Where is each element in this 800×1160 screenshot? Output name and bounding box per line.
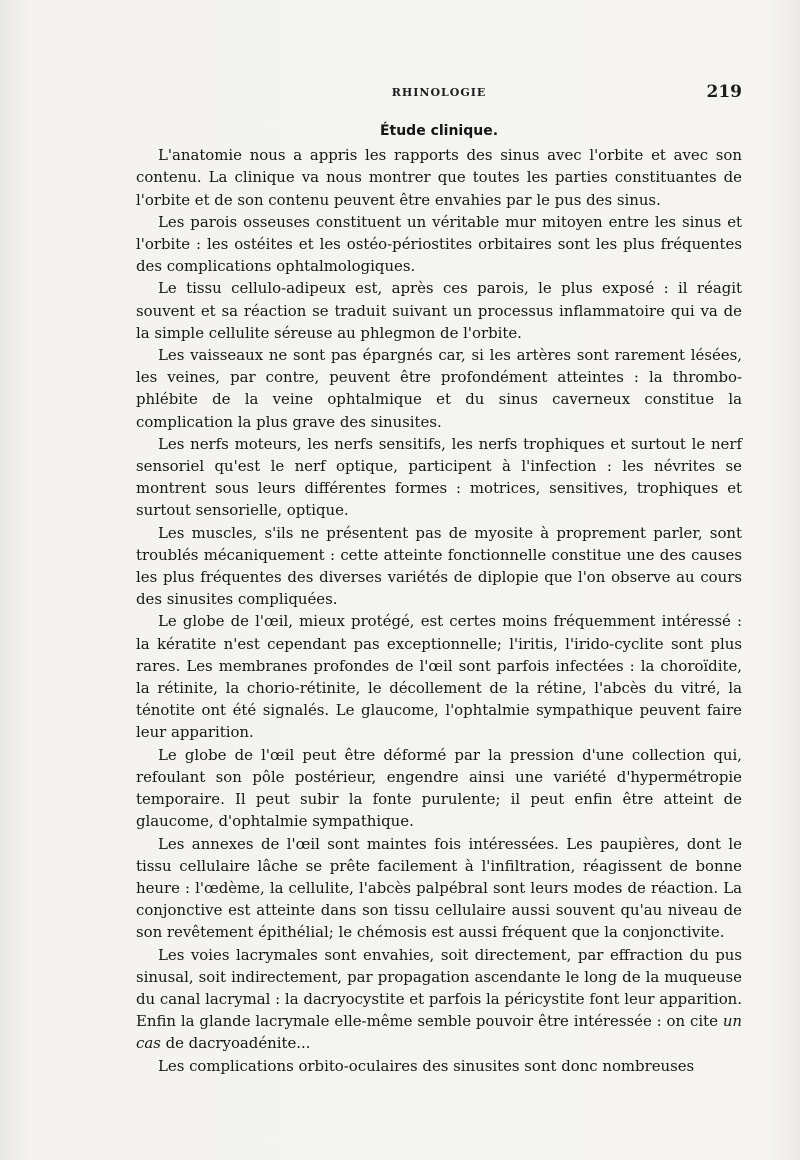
paragraph-globe-protege: Le globe de l'œil, mieux protégé, est certes moins fréquemment intéressé : la kératite n'est cependant pas exceptionnelle; l'iritis, l'irido-cyclite sont plus rares. Les membranes profondes de l'œil sont parfois infectées : la choroïdite, la rétinite, la chorio-rétinite, le décollement de la rétine, l'abcès du vitré, la ténotite ont été signalés. Le glaucome, l'ophtalmie sympathique peuvent faire leur apparition. — [136, 612, 742, 742]
body-text — [136, 120, 742, 1077]
italic-un-cas: un cas — [136, 1012, 742, 1053]
paragraph-parois: Les parois osseuses constituent un véritable mur mitoyen entre les sinus et l'orbite : les ostéites et les ostéo-périostites orbitaires sont les plus fréquentes des complications ophtalmologiques. — [136, 212, 742, 276]
paragraph-globe-deforme: Le globe de l'œil peut être déformé par la pression d'une collection qui, refoulant son pôle postérieur, engendre ainsi une variété d'hypermétropie temporaire. Il peut subir la fonte purulente; il peut enfin être atteint de glaucome, d'ophtalmie sympathique. — [136, 745, 742, 831]
paragraph-tissu: Le tissu cellulo-adipeux est, après ces parois, le plus exposé : il réagit souvent et sa réaction se traduit suivant un processus inflammatoire qui va de la simple cellulite séreuse au phlegmon de l'orbite. — [136, 279, 742, 342]
paragraph-vaisseaux: Les vaisseaux ne sont pas épargnés car, si les artères sont rarement lésées, les veines, par contre, peuvent être profondément atteintes : la thrombo-phlébite de la veine ophtalmique et du sinus caverneux constitue la complication la plus grave des sinusites. — [136, 346, 742, 431]
running-title: RHINOLOGIE — [391, 86, 487, 99]
paragraph-muscles: Les muscles, s'ils ne présentent pas de myosite à proprement parler, sont troublés mécaniquement : cette atteinte fonctionnelle constitue une des causes les plus fréquentes des diverses variétés de diplopie que l'on observe au cours des sinusites compliquées. — [136, 523, 742, 609]
section-heading: Étude clinique. — [379, 123, 499, 139]
paragraph-annexes: Les annexes de l'œil sont maintes fois intéressées. Les paupières, dont le tissu cellulaire lâche se prête facilement à l'infiltration, réagissent de bonne heure : l'œdème, la cellulite, l'abcès palpébral sont leurs modes de réaction. La conjonctive est atteinte dans son tissu cellulaire aussi souvent qu'au niveau de son revêtement épithélial; le chémosis est aussi fréquent que la conjonctivite. — [136, 834, 742, 942]
paragraph-voies-lacrymales-text: Les voies lacrymales sont envahies, soit directement, par effraction du pus sinusal, soit indirectement, par propagation ascendante le long de la muqueuse du canal lacrymal : la dacryocystite et parfois la péricystite font leur apparition. Enfin la glande lacrymale elle-même semble pouvoir être intéressée : on cite — [136, 945, 742, 1031]
paragraph-voies-lacrymales-tail: de dacryoadénite... — [160, 1034, 311, 1053]
paragraph-nerfs: Les nerfs moteurs, les nerfs sensitifs, les nerfs trophiques et surtout le nerf sensoriel qu'est le nerf optique, participent à l'infection : les névrites se montrent sous leurs différentes formes : motrices, sensitives, trophiques et surtout sensorielle, optique. — [136, 434, 742, 520]
running-head — [136, 82, 742, 102]
paragraph-complications: Les complications orbito-oculaires des sinusites sont donc nombreuses — [158, 1056, 695, 1075]
paragraph-voies-lacrymales — [136, 944, 742, 1055]
paragraph-anatomie: L'anatomie nous a appris les rapports des sinus avec l'orbite et avec son contenu. La clinique va nous montrer que toutes les parties constituantes de l'orbite et de son contenu peuvent être envahies par le pus des sinus. — [136, 146, 742, 209]
page-number: 219 — [706, 82, 742, 102]
